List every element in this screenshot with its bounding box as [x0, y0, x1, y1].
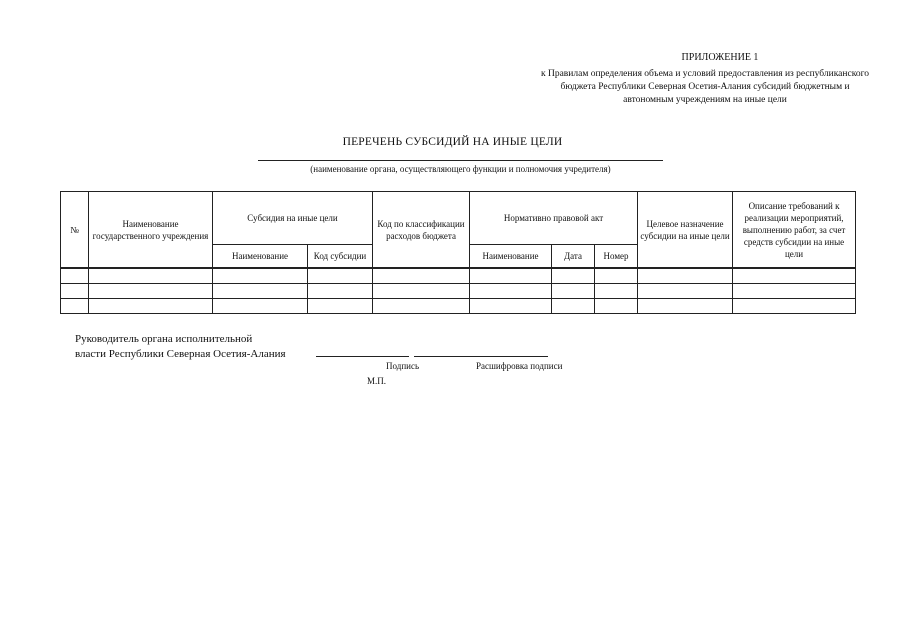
- table-cell: [552, 268, 595, 284]
- table-cell: [89, 284, 213, 299]
- table-cell: [213, 268, 308, 284]
- table-cell: [733, 299, 856, 314]
- header-act-name: Наименование: [470, 245, 552, 269]
- org-name-line: [258, 160, 663, 161]
- appendix-note: к Правилам определения объема и условий предоставления из республиканского бюджета Республики Северная Осетия-Алания субсидий бюджетным и автономным учреждениям на иные цели: [540, 69, 869, 105]
- table-cell: [470, 299, 552, 314]
- signature-line: [316, 356, 409, 357]
- signature-caption: Подпись: [386, 361, 420, 371]
- signatory-role-line2: власти Республики Северная Осетия-Алания: [75, 348, 286, 360]
- table-row: [61, 284, 856, 299]
- table-cell: [552, 284, 595, 299]
- table-cell: [373, 268, 470, 284]
- table-cell: [89, 268, 213, 284]
- header-act-date: Дата: [552, 245, 595, 269]
- table-cell: [733, 284, 856, 299]
- table-cell: [308, 284, 373, 299]
- table-cell: [638, 284, 733, 299]
- header-institution: Наименование государственного учреждения: [89, 192, 213, 269]
- table-cell: [61, 268, 89, 284]
- header-legal-act: Нормативно правовой акт: [470, 192, 638, 245]
- table-cell: [470, 268, 552, 284]
- table-cell: [638, 268, 733, 284]
- signature-decode-line: [414, 356, 548, 357]
- header-subsidy-code: Код субсидии: [308, 245, 373, 269]
- table-row: [61, 299, 856, 314]
- header-act-number: Номер: [595, 245, 638, 269]
- table-cell: [595, 284, 638, 299]
- table-cell: [213, 284, 308, 299]
- table-cell: [61, 299, 89, 314]
- header-budget-code: Код по классификации расходов бюджета: [373, 192, 470, 269]
- table-cell: [373, 299, 470, 314]
- table-cell: [308, 268, 373, 284]
- appendix-title: ПРИЛОЖЕНИЕ 1: [681, 52, 759, 63]
- table-row: [61, 268, 856, 284]
- document-title: ПЕРЕЧЕНЬ СУБСИДИЙ НА ИНЫЕ ЦЕЛИ: [342, 136, 563, 148]
- table-cell: [373, 284, 470, 299]
- signatory-role-line1: Руководитель органа исполнительной: [75, 333, 253, 345]
- table-cell: [552, 299, 595, 314]
- header-subsidy: Субсидия на иные цели: [213, 192, 373, 245]
- signature-decode-caption: Расшифровка подписи: [476, 361, 563, 371]
- signatory-role: [75, 332, 286, 362]
- table-cell: [638, 299, 733, 314]
- org-name-caption: (наименование органа, осуществляющего функции и полномочия учредителя): [310, 164, 611, 174]
- header-num: №: [61, 192, 89, 269]
- table-cell: [733, 268, 856, 284]
- header-purpose: Целевое назначение субсидии на иные цели: [638, 192, 733, 269]
- header-subsidy-name: Наименование: [213, 245, 308, 269]
- table-cell: [595, 268, 638, 284]
- header-requirements: Описание требований к реализации мероприятий, выполнению работ, за счет средств субсидии на иные цели: [733, 192, 856, 269]
- table-cell: [470, 284, 552, 299]
- table-cell: [213, 299, 308, 314]
- table-cell: [89, 299, 213, 314]
- table-cell: [308, 299, 373, 314]
- subsidies-table: [60, 191, 856, 314]
- table-cell: [61, 284, 89, 299]
- seal-place-label: М.П.: [367, 376, 387, 386]
- table-cell: [595, 299, 638, 314]
